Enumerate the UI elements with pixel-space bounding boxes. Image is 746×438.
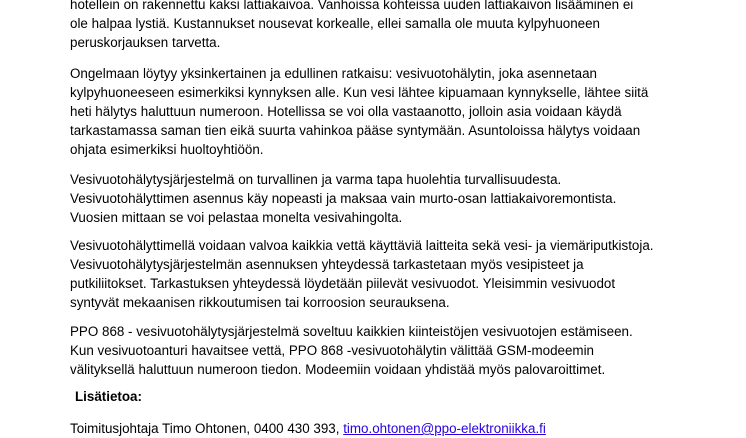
- text-line: heti hälytys haluttuun numeroon. Hotellissa se voi olla vastaanotto, jolloin asia voidaan käydä: [70, 104, 622, 119]
- text-line: Vesivuotohälyttimen asennus käy nopeasti ja maksaa vain murto-osan lattiakaivoremontista.: [70, 191, 617, 206]
- text-line: Vesivuotohälytysjärjestelmä on turvallinen ja varma tapa huolehtia turvallisuudesta.: [70, 172, 562, 187]
- text-line: tarkastamassa saman tien eikä suurta vahinkoa pääse syntymään. Asuntoloissa hälytys voidaan: [70, 123, 641, 138]
- text-line: putkiliitokset. Tarkastuksen yhteydessä löydetään piilevät vesivuodot. Yleisimmin vesivuodot: [70, 276, 616, 291]
- text-line: ole halpaa lystiä. Kustannukset nousevat korkealle, ellei samalla ole muuta kylpyhuoneen: [70, 16, 600, 31]
- contact-line: [70, 419, 546, 438]
- text-line: Ongelmaan löytyy yksinkertainen ja edullinen ratkaisu: vesivuotohälytin, joka asennetaan: [70, 66, 598, 81]
- paragraph-safety: [70, 170, 690, 227]
- paragraph-intro-tail: [70, 0, 690, 52]
- text-line: hotellein on rakennettu kaksi lattiakaivoa. Vanhoissa kohteissa uuden lattiakaivon lisääminen ei: [70, 0, 634, 12]
- paragraph-product: [70, 322, 690, 379]
- text-line: Vesivuotohälytysjärjestelmän asennuksen yhteydessä tarkastetaan myös vesipisteet ja: [70, 257, 584, 272]
- text-line: Vuosien mittaan se voi pelastaa monelta vesivahingolta.: [70, 210, 403, 225]
- text-line: syntyvät mekaanisen rikkoutumisen tai korroosion seurauksena.: [70, 295, 450, 310]
- text-line: Kun vesivuotoanturi havaitsee vettä, PPO 868 -vesivuotohälytin välittää GSM-modeemin: [70, 343, 594, 358]
- text-line: PPO 868 - vesivuotohälytysjärjestelmä soveltuu kaikkien kiinteistöjen vesivuotojen estämiseen.: [70, 324, 633, 339]
- contact-email-link[interactable]: timo.ohtonen@ppo-elektroniikka.fi: [343, 421, 546, 436]
- text-line: Vesivuotohälyttimellä voidaan valvoa kaikkia vettä käyttäviä laitteita sekä vesi- ja viemäriputkistoja.: [70, 238, 654, 253]
- more-info-heading: Lisätietoa:: [75, 389, 142, 404]
- contact-text: Toimitusjohtaja Timo Ohtonen, 0400 430 393,: [70, 421, 344, 436]
- paragraph-monitoring: [70, 236, 690, 312]
- paragraph-solution: [70, 64, 690, 159]
- text-line: ohjata esimerkiksi huoltoyhtiöön.: [70, 142, 264, 157]
- text-line: kylpyhuoneeseen esimerkiksi kynnyksen alle. Kun vesi lähtee kipuamaan kynnykselle, lähtee siitä: [70, 85, 649, 100]
- text-line: välityksellä haluttuun numeroon tiedon. Modeemiin voidaan yhdistää myös palovaroittimet.: [70, 362, 606, 377]
- text-line: peruskorjauksen tarvetta.: [70, 35, 221, 50]
